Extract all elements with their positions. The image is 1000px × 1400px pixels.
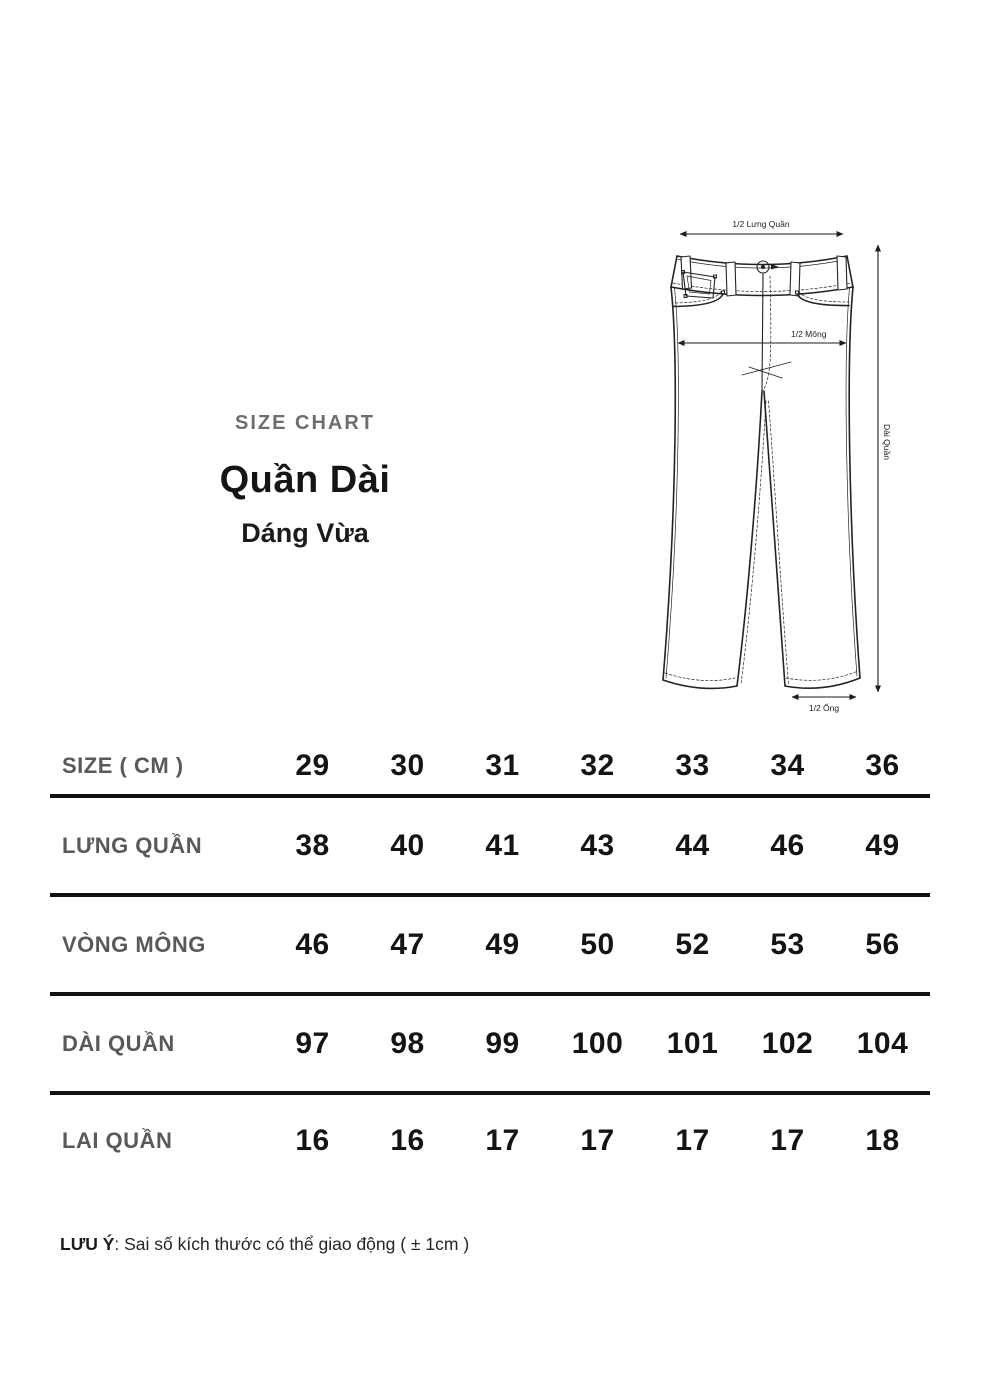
size-value-cell: 46 — [770, 828, 805, 862]
waistband-top-line — [677, 256, 847, 265]
title-block — [130, 412, 480, 549]
size-value-cell: 18 — [865, 1124, 900, 1157]
size-value-cell: 16 — [295, 1124, 330, 1157]
table-row — [50, 798, 930, 897]
row-label: LAI QUẦN — [62, 1128, 173, 1153]
size-value-cell: 46 — [295, 927, 330, 961]
size-value-cell: 98 — [390, 1026, 425, 1060]
size-chart-label: SIZE CHART — [235, 412, 375, 434]
size-value-cell: 43 — [580, 828, 615, 862]
pants-diagram — [615, 210, 915, 720]
fit-subtitle: Dáng Vừa — [241, 518, 369, 548]
length-measure-label: Dài Quần — [882, 424, 892, 460]
size-value-cell: 100 — [571, 1026, 624, 1060]
size-value-cell: 104 — [856, 1026, 909, 1060]
size-table — [50, 738, 930, 1187]
size-value-cell: 16 — [390, 1124, 425, 1157]
right-inseam — [764, 391, 785, 686]
size-value-cell: 41 — [485, 828, 520, 862]
size-value-cell: 47 — [390, 927, 425, 961]
note-prefix: LƯU Ý — [60, 1234, 115, 1254]
product-title: Quần Dài — [219, 459, 391, 501]
size-value-cell: 56 — [865, 927, 900, 961]
size-value-cell: 40 — [390, 828, 425, 862]
table-row — [50, 738, 930, 798]
row-values — [265, 749, 930, 783]
belt-loop — [837, 256, 847, 290]
size-value-cell: 17 — [770, 1124, 805, 1157]
button-center — [761, 265, 765, 269]
row-label: SIZE ( CM ) — [62, 753, 184, 778]
size-value-cell: 33 — [675, 749, 710, 782]
size-value-cell: 31 — [485, 749, 520, 782]
left-inseam-stitch — [741, 401, 766, 684]
size-value-cell: 99 — [485, 1026, 520, 1060]
size-value-cell: 49 — [485, 927, 520, 961]
note — [60, 1234, 469, 1255]
hem-measure-label: 1/2 Ống — [808, 703, 840, 713]
size-value-cell: 38 — [295, 828, 330, 862]
size-value-cell: 53 — [770, 927, 805, 961]
row-values — [265, 1124, 930, 1158]
size-value-cell: 30 — [390, 749, 425, 782]
row-label: DÀI QUẦN — [62, 1030, 175, 1056]
table-row — [50, 897, 930, 996]
left-hem — [663, 680, 737, 688]
row-label: LƯNG QUẦN — [62, 832, 203, 858]
belt-loop — [726, 262, 736, 296]
left-hem-stitch — [665, 673, 735, 681]
size-value-cell: 29 — [295, 749, 330, 782]
size-value-cell: 36 — [865, 749, 900, 782]
size-value-cell: 32 — [580, 749, 615, 782]
right-pocket-curve — [797, 294, 849, 306]
row-values — [265, 928, 930, 962]
size-value-cell: 17 — [675, 1124, 710, 1157]
right-outer-seam — [849, 287, 860, 678]
size-value-cell: 49 — [865, 828, 900, 862]
row-values — [265, 829, 930, 863]
size-value-cell: 34 — [770, 749, 805, 782]
left-inseam — [737, 391, 762, 686]
waistband-stitch — [673, 283, 851, 292]
size-value-cell: 44 — [675, 828, 710, 862]
size-value-cell: 50 — [580, 927, 615, 961]
right-inseam-stitch — [769, 401, 789, 684]
size-value-cell: 102 — [761, 1026, 814, 1060]
pants-sketch — [615, 210, 915, 720]
waist-measure-label: 1/2 Lưng Quần — [732, 219, 790, 229]
row-values — [265, 1027, 930, 1061]
size-value-cell: 17 — [485, 1124, 520, 1157]
right-hem-stitch — [786, 671, 858, 680]
size-value-cell: 17 — [580, 1124, 615, 1157]
table-row — [50, 996, 930, 1095]
left-outer-seam — [663, 287, 675, 680]
rivet-icon — [722, 291, 725, 294]
note-text: : Sai số kích thước có thể giao động ( ± 1cm ) — [114, 1234, 470, 1254]
size-value-cell: 52 — [675, 927, 710, 961]
left-pocket-curve — [673, 294, 723, 307]
size-value-cell: 97 — [295, 1026, 330, 1060]
table-row — [50, 1095, 930, 1187]
hip-measure-label: 1/2 Mông — [791, 329, 827, 339]
size-value-cell: 101 — [666, 1026, 719, 1060]
crotch-detail — [742, 362, 791, 378]
row-label: VÒNG MÔNG — [62, 931, 206, 957]
